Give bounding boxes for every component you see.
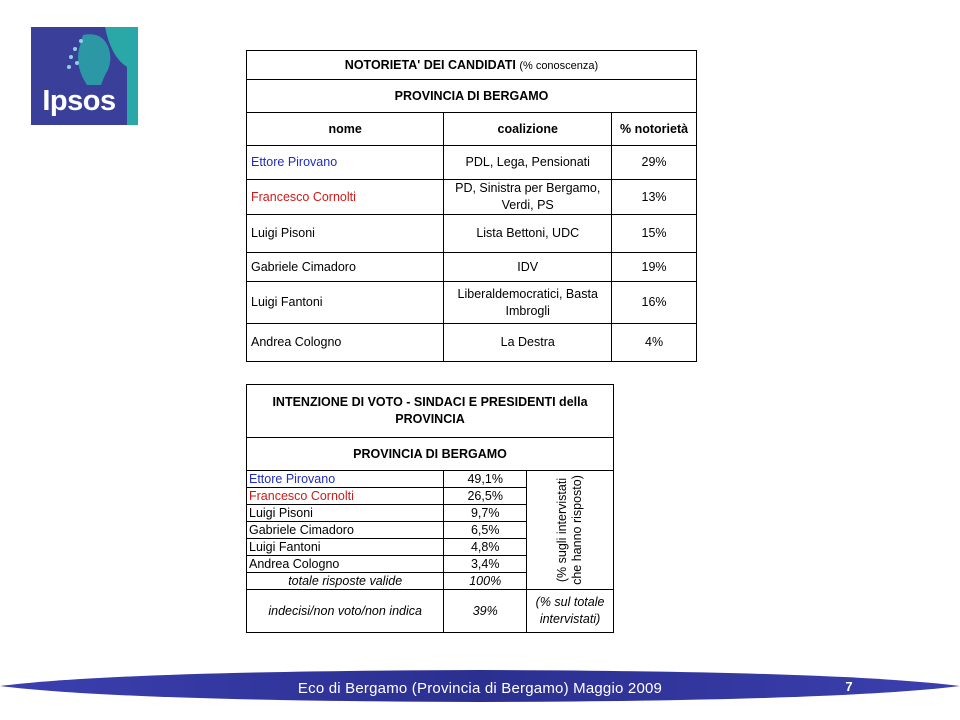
candidate-name: Francesco Cornolti	[247, 488, 444, 505]
col-header-coalition: coalizione	[444, 113, 612, 146]
respondents-note-cell	[527, 471, 614, 590]
undecided-value: 39%	[444, 590, 527, 633]
col-header-notoriety: % notorietà	[612, 113, 697, 146]
coalition: PDL, Lega, Pensionati	[444, 146, 612, 180]
notoriety-value: 4%	[612, 324, 697, 362]
candidate-name: Gabriele Cimadoro	[247, 253, 444, 282]
notoriety-subtitle: PROVINCIA DI BERGAMO	[247, 80, 697, 113]
vote-value: 9,7%	[444, 505, 527, 522]
voting-subtitle: PROVINCIA DI BERGAMO	[247, 438, 614, 471]
respondents-note: (% sugli intervistati che hanno risposto)	[555, 475, 585, 585]
table-row	[247, 180, 697, 215]
candidate-name: Francesco Cornolti	[247, 180, 444, 215]
table-row	[247, 324, 697, 362]
total-label: totale risposte valide	[247, 573, 444, 590]
total-note: (% sul totale intervistati)	[527, 590, 614, 633]
notoriety-value: 13%	[612, 180, 697, 215]
coalition: Liberaldemocratici, Basta Imbrogli	[444, 282, 612, 324]
voting-title: INTENZIONE DI VOTO - SINDACI E PRESIDENTI della PROVINCIA	[247, 385, 614, 438]
candidate-name: Andrea Cologno	[247, 324, 444, 362]
notoriety-value: 15%	[612, 215, 697, 253]
table-row	[247, 471, 614, 488]
voting-intention-table	[246, 384, 614, 633]
notoriety-title: NOTORIETA' DEI CANDIDATI (% conoscenza)	[247, 51, 697, 80]
undecided-row	[247, 590, 614, 633]
coalition: IDV	[444, 253, 612, 282]
notoriety-title-suffix: (% conoscenza)	[519, 60, 599, 72]
notoriety-value: 29%	[612, 146, 697, 180]
vote-value: 3,4%	[444, 556, 527, 573]
vote-value: 4,8%	[444, 539, 527, 556]
candidate-name: Ettore Pirovano	[247, 146, 444, 180]
footer-text: Eco di Bergamo (Provincia di Bergamo) Maggio 2009	[297, 680, 663, 697]
total-value: 100%	[444, 573, 527, 590]
notoriety-value: 19%	[612, 253, 697, 282]
logo-text: Ipsos	[42, 85, 116, 117]
vote-value: 6,5%	[444, 522, 527, 539]
coalition: Lista Bettoni, UDC	[444, 215, 612, 253]
candidate-name: Andrea Cologno	[247, 556, 444, 573]
undecided-label: indecisi/non voto/non indica	[247, 590, 444, 633]
coalition: PD, Sinistra per Bergamo, Verdi, PS	[444, 180, 612, 215]
ipsos-logo	[31, 27, 138, 125]
candidate-name: Luigi Fantoni	[247, 282, 444, 324]
vote-value: 49,1%	[444, 471, 527, 488]
table-row	[247, 282, 697, 324]
candidate-name: Luigi Pisoni	[247, 215, 444, 253]
table-row	[247, 146, 697, 180]
candidate-name: Gabriele Cimadoro	[247, 522, 444, 539]
candidate-name: Luigi Fantoni	[247, 539, 444, 556]
notoriety-value: 16%	[612, 282, 697, 324]
table-row	[247, 253, 697, 282]
col-header-name: nome	[247, 113, 444, 146]
table-row	[247, 215, 697, 253]
coalition: La Destra	[444, 324, 612, 362]
candidate-name: Ettore Pirovano	[247, 471, 444, 488]
vote-value: 26,5%	[444, 488, 527, 505]
candidate-name: Luigi Pisoni	[247, 505, 444, 522]
page-number: 7	[845, 679, 853, 694]
notoriety-table	[246, 50, 697, 362]
